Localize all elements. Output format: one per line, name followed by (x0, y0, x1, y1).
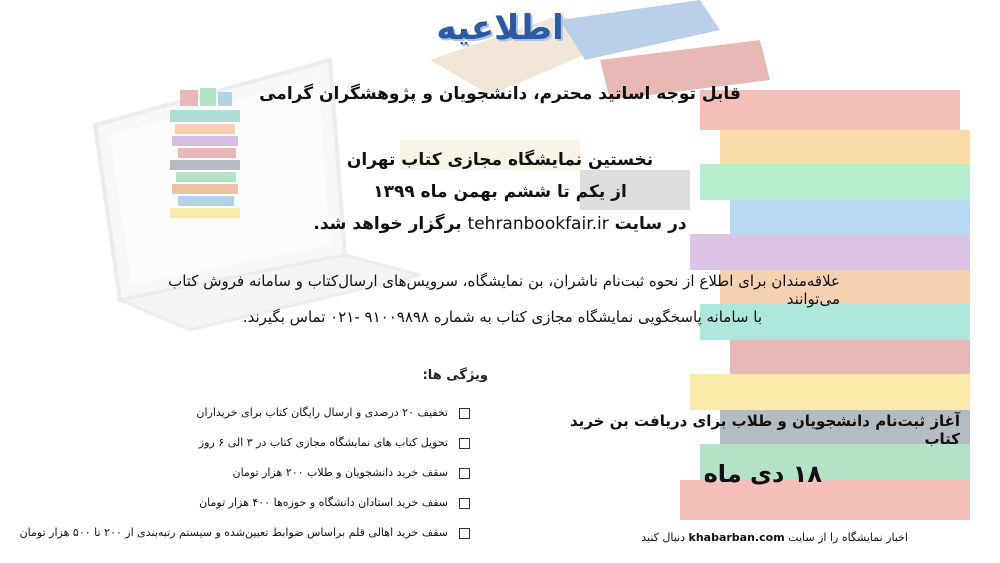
features-title: ویژگی ها: (422, 368, 488, 383)
feature-text: سقف خرید استادان دانشگاه و حوزه‌ها ۴۰۰ هزار تومان (199, 496, 448, 509)
feature-text: سقف خرید اهالی قلم براساس ضوابط تعیین‌شده و سیستم رتبه‌بندی از ۲۰۰ تا ۵۰۰ هزار تومان (19, 526, 448, 539)
list-item (10, 398, 470, 428)
checkbox-icon (459, 408, 470, 419)
event-name: نخستین نمایشگاه مجازی کتاب تهران (346, 150, 654, 170)
registration-heading: آغاز ثبت‌نام دانشجویان و طلاب برای دریافت بن خرید کتاب (570, 412, 960, 448)
list-item (10, 488, 470, 518)
list-item (10, 428, 470, 458)
news-prefix: اخبار نمایشگاه را از سایت (788, 531, 908, 544)
news-site-link[interactable]: khabarban.com (688, 531, 785, 544)
event-site-suffix: برگزار خواهد شد. (313, 214, 462, 234)
audience-line: قابل توجه اساتید محترم، دانشجویان و پژوهشگران گرامی (259, 84, 741, 104)
info-line-1: علاقه‌مندان برای اطلاع از نحوه ثبت‌نام ناشران، بن نمایشگاه، سرویس‌های ارسال‌کتاب و سامانه فروش کتاب می‌توانند (168, 272, 840, 308)
list-item (10, 458, 470, 488)
news-line (641, 531, 908, 544)
checkbox-icon (459, 528, 470, 539)
event-dates: از یکم تا ششم بهمن ماه ۱۳۹۹ (373, 182, 627, 202)
list-item (10, 518, 470, 548)
checkbox-icon (459, 438, 470, 449)
feature-text: تخفیف ۲۰ درصدی و ارسال رایگان کتاب برای خریداران (196, 406, 448, 419)
page-title: اطلاعیه (436, 8, 564, 48)
checkbox-icon (459, 498, 470, 509)
event-site-link[interactable]: tehranbookfair.ir (467, 214, 609, 234)
feature-text: تحویل کتاب های نمایشگاه مجازی کتاب در ۳ الی ۶ روز (198, 436, 448, 449)
info-line-2: با سامانه پاسخگویی نمایشگاه مجازی کتاب به شماره ۹۱۰۰۹۸۹۸ -۰۲۱ تماس بگیرند. (242, 308, 762, 326)
feature-text: سقف خرید دانشجویان و طلاب ۲۰۰ هزار تومان (232, 466, 448, 479)
registration-date: ۱۸ دی ماه (703, 460, 822, 488)
event-site-prefix: در سایت (614, 214, 687, 234)
checkbox-icon (459, 468, 470, 479)
event-site-line (0, 214, 1000, 234)
features-list (10, 398, 470, 548)
news-suffix: دنبال کنید (641, 531, 686, 544)
